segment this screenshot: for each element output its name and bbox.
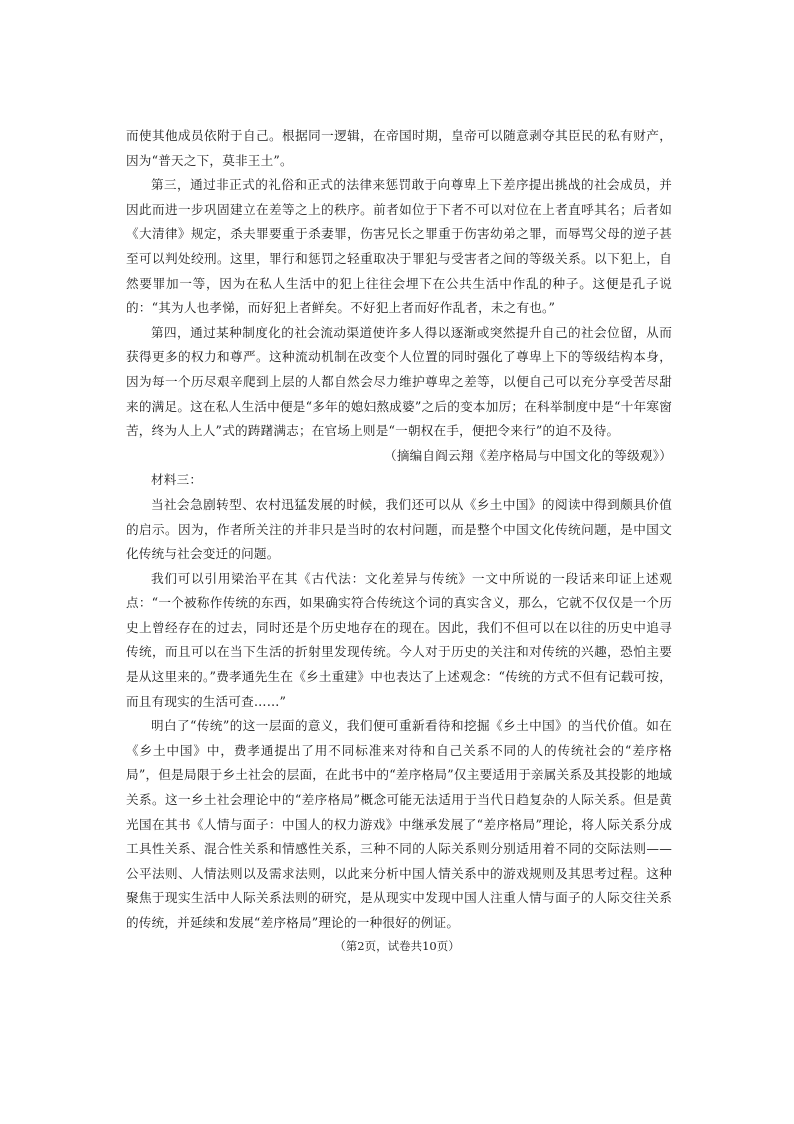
paragraph-third-point: 第三，通过非正式的礼俗和正式的法律来惩罚敢于向尊卑上下差序提出挑战的社会成员，并因此而进一步巩固建立在差等之上的秩序。前者如位于下者不可以对位在上者直呼其名；后者如《大清律》规定，杀夫罪要重于杀妻罪，伤害兄长之罪重于伤害幼弟之罪，而辱骂父母的逆子甚至可以判处绞刑。这里，罪行和惩罚之轻重取决于罪犯与受害者之间的等级关系。以下犯上，自然要罪加一等，因为在私人生活中的犯上往往会埋下在公共生活中作乱的种子。这便是孔子说的：“其为人也孝悌，而好犯上者鲜矣。不好犯上者而好作乱者，未之有也。” xyxy=(126,177,672,316)
paragraph-material-three-2: 我们可以引用梁治平在其《古代法：文化差异与传统》一文中所说的一段话来印证上述观点：“一个被称作传统的东西，如果确实符合传统这个词的真实含义，那么，它就不仅仅是一个历史上曾经存在的过去，同时还是个历史地存在的现在。因此，我们不但可以在以往的历史中追寻传统，而且可以在当下生活的折射里发现传统。今人对于历史的关注和对传统的兴趣，恐怕主要是从这里来的。”费孝通先生在《乡土重建》中也表达了上述观念：“传统的方式不但有记载可按，而且有现实的生活可查……” xyxy=(126,570,672,709)
paragraph-fourth-point: 第四，通过某种制度化的社会流动渠道使许多人得以逐渐或突然提升自己的社会位留，从而获得更多的权力和尊严。这种流动机制在改变个人位置的同时强化了尊卑上下的等级结构本身，因为每一个历尽艰辛爬到上层的人都自然会尽力维护尊卑之差等，以便自己可以充分享受苦尽甜来的满足。这在私人生活中便是“多年的媳妇熬成婆”之后的变本加厉；在科举制度中是“十年寒窗苦，终为人上人”式的踌躇满志；在官场上则是“一朝权在手，便把令来行”的迫不及待。 xyxy=(126,324,672,439)
page-footer: （第2页，试卷共10页） xyxy=(334,939,460,953)
paragraph-continuation: 而使其他成员依附于自己。根据同一逻辑，在帝国时期，皇帝可以随意剥夺其臣民的私有财产，因为“普天之下，莫非王土”。 xyxy=(126,128,672,168)
source-citation: （摘编自阎云翔《差序格局与中国文化的等级观》） xyxy=(384,447,672,463)
material-two-continued xyxy=(126,124,672,936)
material-three-heading: 材料三： xyxy=(151,472,203,488)
paragraph-material-three-3: 明白了“传统”的这一层面的意义，我们便可重新看待和挖掘《乡土中国》的当代价值。如在《乡土中国》中，费孝通提出了用不同标准来对待和自己关系不同的人的传统社会的“差序格局”，但是局限于乡土社会的层面，在此书中的“差序格局”仅主要适用于亲属关系及其投影的地域关系。这一乡土社会理论中的“差序格局”概念可能无法适用于当代日趋复杂的人际关系。但是黄光国在其书《人情与面子：中国人的权力游戏》中继承发展了“差序格局”理论，将人际关系分成工具性关系、混合性关系和情感性关系，三种不同的人际关系则分别适用着不同的交际法则——公平法则、人情法则以及需求法则，以此来分析中国人情关系中的游戏规则及其思考过程。这种聚焦于现实生活中人际关系法则的研究，是从现实中发现中国人注重人情与面子的人际交往关系的传统，并延续和发展“差序格局”理论的一种很好的例证。 xyxy=(126,718,672,930)
paragraph-material-three-1: 当社会急剧转型、农村迅猛发展的时候，我们还可以从《乡土中国》的阅读中得到颇具价值的启示。因为，作者所关注的并非只是当时的农村问题，而是整个中国文化传统问题，是中国文化传统与社会变迁的问题。 xyxy=(126,496,672,562)
